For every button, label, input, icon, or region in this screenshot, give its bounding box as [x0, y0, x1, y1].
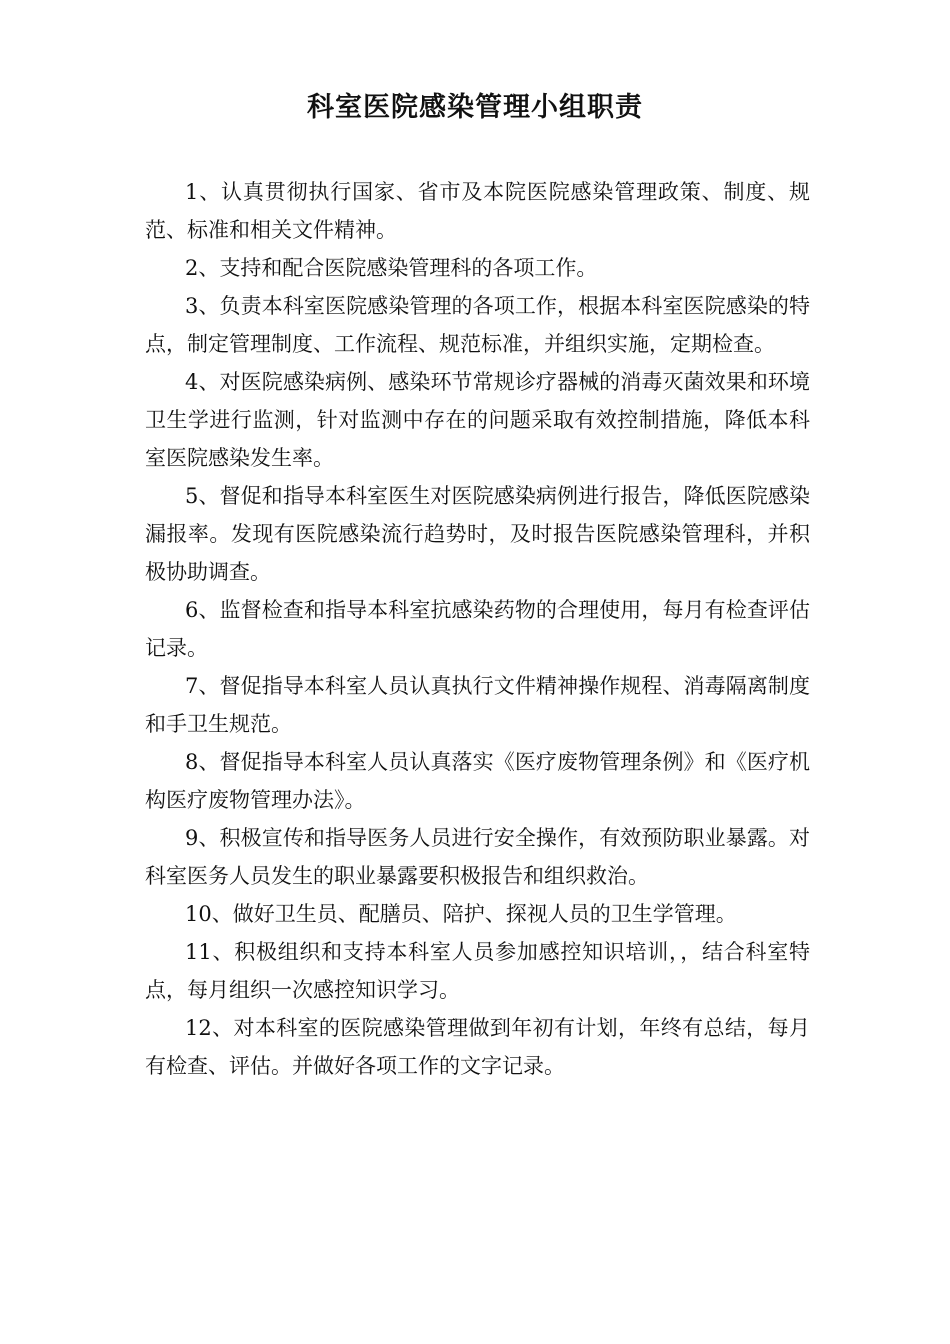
duty-item-2: 2、支持和配合医院感染管理科的各项工作。 [185, 256, 598, 280]
document-body [145, 173, 810, 1085]
duty-item-3: 3、负责本科室医院感染管理的各项工作，根据本科室医院感染的特点，制定管理制度、工作流程、规范标准，并组织实施，定期检查。 [145, 294, 810, 356]
duty-item-9: 9、积极宣传和指导医务人员进行安全操作，有效预防职业暴露。对科室医务人员发生的职业暴露要积极报告和组织救治。 [145, 826, 810, 888]
duty-item-4: 4、对医院感染病例、感染环节常规诊疗器械的消毒灭菌效果和环境卫生学进行监测，针对监测中存在的问题采取有效控制措施，降低本科室医院感染发生率。 [145, 370, 810, 470]
document-title: 科室医院感染管理小组职责 [307, 92, 643, 123]
duty-item-12: 12、对本科室的医院感染管理做到年初有计划，年终有总结，每月有检查、评估。并做好各项工作的文字记录。 [145, 1016, 810, 1078]
duty-item-10: 10、做好卫生员、配膳员、陪护、探视人员的卫生学管理。 [185, 902, 737, 926]
duty-item-6: 6、监督检查和指导本科室抗感染药物的合理使用，每月有检查评估记录。 [145, 598, 810, 660]
duty-item-1: 1、认真贯彻执行国家、省市及本院医院感染管理政策、制度、规范、标准和相关文件精神。 [145, 180, 810, 242]
duty-item-5: 5、督促和指导本科室医生对医院感染病例进行报告，降低医院感染漏报率。发现有医院感染流行趋势时，及时报告医院感染管理科，并积极协助调查。 [145, 484, 810, 584]
duty-item-11: 11、积极组织和支持本科室人员参加感控知识培训，，结合科室特点，每月组织一次感控知识学习。 [145, 940, 810, 1002]
duty-item-7: 7、督促指导本科室人员认真执行文件精神操作规程、消毒隔离制度和手卫生规范。 [145, 674, 810, 736]
duty-item-8: 8、督促指导本科室人员认真落实《医疗废物管理条例》和《医疗机构医疗废物管理办法》。 [145, 750, 810, 812]
